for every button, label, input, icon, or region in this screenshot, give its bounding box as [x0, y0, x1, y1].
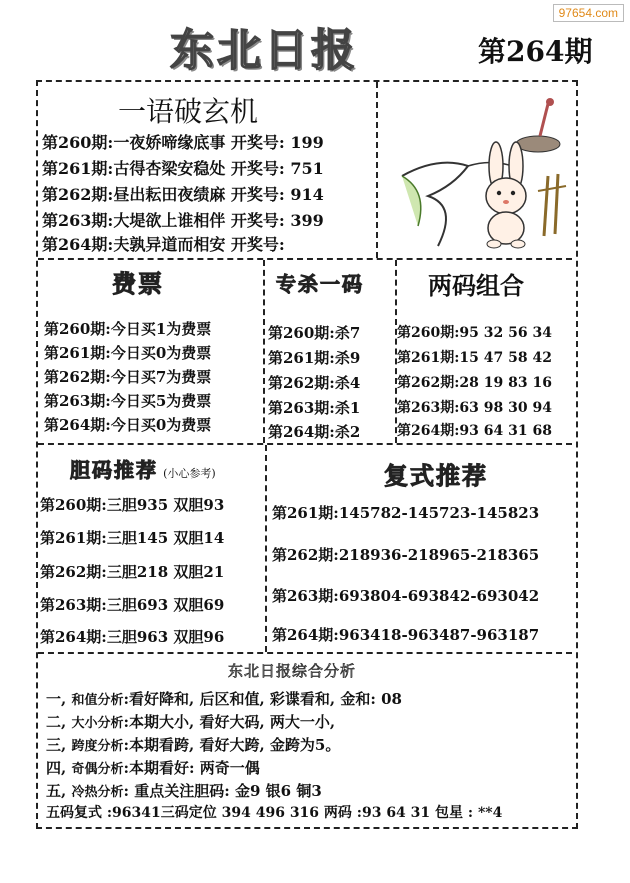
- draw-label: 开奖号:: [230, 211, 285, 230]
- divider-top: [38, 258, 572, 260]
- dan-code-note: (小心参考): [163, 467, 216, 480]
- divider-middle: [38, 443, 572, 445]
- analysis-index: 三,: [46, 736, 67, 754]
- fee-ticket-line: 第264期:今日买0为费票: [44, 416, 212, 434]
- dan-code-line: 第260期:三胆935 双胆93: [40, 496, 225, 514]
- dan-code-line: 第261期:三胆145 双胆14: [40, 529, 225, 547]
- fee-ticket-line: 第263期:今日买5为费票: [44, 392, 212, 410]
- riddle-text: 古得杏梁安稳处: [113, 159, 226, 178]
- draw-label: 开奖号:: [230, 159, 285, 178]
- site-watermark: 97654.com: [553, 4, 624, 22]
- analysis-text: :本期看好: 两奇一偶: [123, 759, 260, 777]
- kill-one-title: 专杀一码: [276, 272, 364, 296]
- dan-code-line: 第262期:三胆218 双胆21: [40, 563, 225, 581]
- fee-ticket-line: 第262期:今日买7为费票: [44, 368, 212, 386]
- draw-number: 751: [290, 159, 324, 178]
- riddle-text: 昼出耘田夜绩麻: [113, 185, 226, 204]
- compound-line: 第261期:145782-145723-145823: [272, 504, 540, 522]
- two-code-line: 第262期:28 19 83 16: [397, 375, 552, 391]
- divider-lower: [38, 652, 572, 654]
- dan-code-line: 第263期:三胆693 双胆69: [40, 596, 225, 614]
- kill-one-line: 第264期:杀2: [268, 423, 361, 441]
- analysis-item: [46, 780, 322, 801]
- riddle-period: 第261期:: [42, 159, 114, 178]
- riddle-text: 大堤欲上谁相伴: [113, 211, 226, 230]
- analysis-tag: 跨度分析: [71, 738, 124, 753]
- compound-line: 第264期:963418-963487-963187: [272, 626, 540, 644]
- kill-one-line: 第262期:杀4: [268, 374, 361, 392]
- compound-line: 第262期:218936-218965-218365: [272, 546, 540, 564]
- kill-one-line: 第261期:杀9: [268, 349, 361, 367]
- dan-code-title: 胆码推荐: [70, 458, 158, 482]
- analysis-item: [46, 734, 340, 755]
- fee-ticket-line: 第260期:今日买1为费票: [44, 320, 212, 338]
- riddle-period: 第262期:: [42, 185, 114, 204]
- analysis-index: 四,: [46, 759, 67, 777]
- divider-fee-kill: [263, 260, 265, 443]
- analysis-item: [46, 688, 402, 709]
- draw-number: 399: [290, 211, 324, 230]
- riddle-line: [42, 130, 324, 153]
- draw-label: 开奖号:: [230, 235, 285, 254]
- paper-title: 东北日报: [170, 25, 358, 76]
- draw-number: 914: [290, 185, 324, 204]
- analysis-index: 二,: [46, 713, 67, 731]
- riddle-period: 第260期:: [42, 133, 114, 152]
- compound-title: 复式推荐: [384, 461, 488, 490]
- compound-line: 第263期:693804-693842-693042: [272, 587, 540, 605]
- analysis-text: :看好降和, 后区和值, 彩谍看和, 金和: 08: [123, 690, 402, 708]
- riddle-period: 第264期:: [42, 235, 114, 254]
- analysis-text: : 重点关注胆码: 金9 银6 铜3: [123, 782, 322, 800]
- two-code-line: 第264期:93 64 31 68: [397, 423, 552, 439]
- fee-ticket-title: 费票: [112, 269, 164, 298]
- kill-one-line: 第263期:杀1: [268, 399, 361, 417]
- two-code-title: 两码组合: [428, 271, 524, 300]
- analysis-text: :本期看跨, 看好大跨, 金跨为5。: [123, 736, 341, 754]
- analysis-tag: 奇偶分析: [71, 761, 124, 776]
- riddle-line: [42, 208, 324, 231]
- fee-ticket-line: 第261期:今日买0为费票: [44, 344, 212, 362]
- analysis-tag: 和值分析: [71, 692, 124, 707]
- analysis-index: 五,: [46, 782, 67, 800]
- two-code-line: 第261期:15 47 58 42: [397, 350, 552, 366]
- riddle-line: [42, 156, 324, 179]
- analysis-item: [46, 757, 260, 778]
- dan-code-line: 第264期:三胆963 双胆96: [40, 628, 225, 646]
- riddle-text: 一夜娇啼缘底事: [113, 133, 226, 152]
- analysis-tag: 冷热分析: [71, 784, 124, 799]
- draw-number: 199: [290, 133, 324, 152]
- draw-label: 开奖号:: [230, 133, 285, 152]
- riddle-line: [42, 182, 324, 205]
- analysis-text: :本期大小, 看好大码, 两大一小,: [123, 713, 336, 731]
- riddle-line: [42, 232, 290, 255]
- issue-number: 第264期: [478, 35, 593, 68]
- analysis-index: 一,: [46, 690, 67, 708]
- divider-dan-compound: [265, 445, 267, 652]
- kill-one-line: 第260期:杀7: [268, 324, 361, 342]
- analysis-item: [46, 711, 335, 732]
- divider-riddle-image: [376, 82, 378, 258]
- riddle-text: 夫孰异道而相安: [113, 235, 226, 254]
- two-code-line: 第263期:63 98 30 94: [397, 400, 552, 416]
- dan-code-heading: [70, 454, 216, 483]
- rabbit-illustration: [398, 96, 568, 252]
- analysis-title: 东北日报综合分析: [228, 662, 357, 680]
- riddle-period: 第263期:: [42, 211, 114, 230]
- analysis-footer: 五码复式 :96341三码定位 394 496 316 两码 :93 64 31 包星 : **4: [46, 805, 503, 821]
- riddle-title: 一语破玄机: [118, 95, 259, 128]
- analysis-tag: 大小分析: [71, 715, 124, 730]
- two-code-line: 第260期:95 32 56 34: [397, 325, 552, 341]
- draw-label: 开奖号:: [230, 185, 285, 204]
